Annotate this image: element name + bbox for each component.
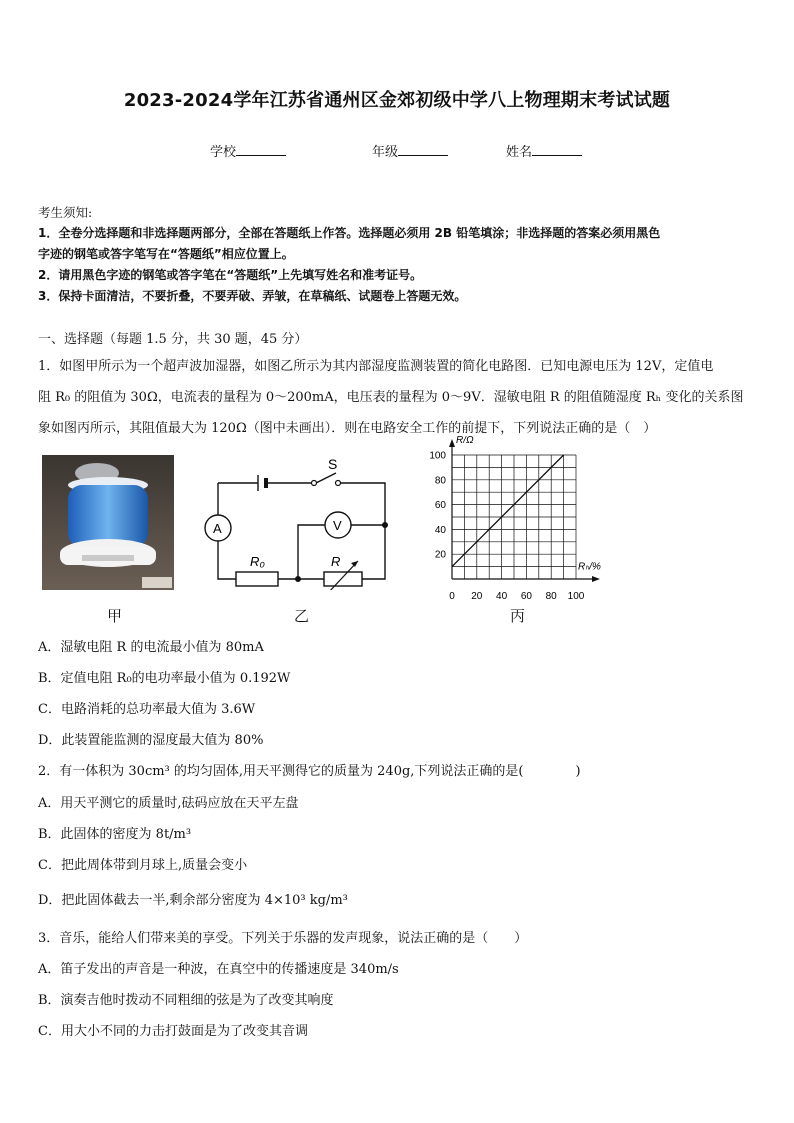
- y-tick-label: 20: [434, 549, 446, 561]
- grade-blank[interactable]: [398, 143, 448, 156]
- battery-icon: [258, 475, 266, 491]
- notice-line: 字迹的钢笔或答字笔写在“答题纸”相应位置上。: [38, 247, 294, 261]
- notice-line: 3．保持卡面清洁，不要折叠，不要弄破、弄皱，在草稿纸、试题卷上答题无效。: [38, 289, 467, 303]
- y-tick-label: 100: [429, 450, 446, 462]
- figure-label-yi: 乙: [294, 607, 310, 625]
- junction-dot-icon: [382, 522, 388, 528]
- figure-label-bing: 丙: [510, 607, 526, 625]
- q1-stem-line: 阻 R₀ 的阻值为 30Ω，电流表的量程为 0～200mA，电压表的量程为 0～9V．湿敏电阻 R 的阻值随湿度 Rₕ 变化的关系图: [38, 390, 744, 405]
- q1-option-d[interactable]: D．此装置能监测的湿度最大值为 80%: [38, 733, 264, 748]
- name-label: 姓名: [506, 145, 533, 160]
- voltmeter-label: V: [333, 518, 342, 533]
- x-tick-label: 0: [449, 591, 455, 602]
- notice-heading: 考生须知:: [38, 205, 93, 220]
- grade-label: 年级: [372, 145, 399, 160]
- switch-contact-icon: [312, 481, 317, 486]
- q2-option-c[interactable]: C．把此周体带到月球上,质量会变小: [38, 858, 248, 873]
- q3-option-c[interactable]: C．用大小不同的力击打鼓面是为了改变其音调: [38, 1024, 308, 1039]
- ammeter-label: A: [213, 521, 222, 536]
- q1-stem-line: 1．如图甲所示为一个超声波加湿器，如图乙所示为其内部湿度监测装置的简化电路图．已知电源电压为 12V，定值电: [38, 359, 714, 374]
- switch-label: S: [328, 456, 338, 472]
- school-field[interactable]: [210, 141, 286, 160]
- y-tick-label: 80: [434, 475, 446, 487]
- q2-option-d[interactable]: D．把此固体截去一半,剩余部分密度为 4×10³ kg/m³: [38, 893, 348, 908]
- y-axis-label: R/Ω: [456, 436, 474, 446]
- y-axis-arrow-icon: [449, 439, 455, 447]
- variable-resistor-icon: [324, 572, 362, 586]
- q3-option-b[interactable]: B．演奏吉他时拨动不同粗细的弦是为了改变其响度: [38, 993, 334, 1008]
- q2-stem: 2．有一体积为 30cm³ 的均匀固体,用天平测得它的质量为 240g,下列说法正确的是( ): [38, 764, 581, 779]
- q1-option-c[interactable]: C．电路消耗的总功率最大值为 3.6W: [38, 702, 256, 717]
- x-axis-arrow-icon: [592, 576, 600, 582]
- q2-option-b[interactable]: B．此固体的密度为 8t/m³: [38, 827, 192, 842]
- notice-line: 2．请用黑色字迹的钢笔或答字笔在“答题纸”上先填写姓名和准考证号。: [38, 268, 423, 282]
- name-field[interactable]: [506, 141, 582, 160]
- x-tick-label: 40: [496, 591, 508, 602]
- school-label: 学校: [210, 145, 237, 160]
- x-tick-label: 100: [567, 591, 585, 602]
- grade-field[interactable]: [372, 141, 448, 160]
- x-tick-label: 20: [471, 591, 483, 602]
- x-tick-label: 80: [545, 591, 557, 602]
- q3-option-a[interactable]: A．笛子发出的声音是一种波，在真空中的传播速度是 340m/s: [38, 962, 399, 977]
- q1-stem-line: 象如图丙所示，其阻值最大为 120Ω（图中未画出）．则在电路安全工作的前提下，下列说法正确的是（ ）: [38, 421, 657, 436]
- q2-option-a[interactable]: A．用天平测它的质量时,砝码应放在天平左盘: [38, 796, 299, 811]
- page-title: 2023-2024学年江苏省通州区金郊初级中学八上物理期末考试试题: [123, 90, 671, 111]
- y-tick-label: 60: [434, 500, 446, 512]
- humidifier-photo: [42, 455, 174, 590]
- x-axis-label: Rₕ/%: [578, 561, 601, 573]
- y-tick-label: 40: [434, 524, 446, 536]
- x-tick-label: 60: [520, 591, 532, 602]
- school-blank[interactable]: [236, 143, 286, 156]
- q3-stem: 3．音乐，能给人们带来美的享受。下列关于乐器的发声现象，说法正确的是（ ）: [38, 931, 528, 946]
- chart-grid: [452, 455, 576, 579]
- fixed-resistor-icon: [236, 572, 278, 586]
- notice-line: 1．全卷分选择题和非选择题两部分，全部在答题纸上作答。选择题必须用 2B 铅笔填涂；非选择题的答案必须用黑色: [38, 226, 661, 240]
- circuit-diagram: [200, 455, 395, 590]
- switch-contact-icon: [336, 481, 341, 486]
- r-label: R: [331, 554, 341, 569]
- section-heading: 一、选择题（每题 1.5 分，共 30 题，45 分）: [38, 332, 308, 347]
- q1-option-a[interactable]: A．湿敏电阻 R 的电流最小值为 80mA: [38, 640, 264, 655]
- q1-option-b[interactable]: B．定值电阻 R₀的电功率最小值为 0.192W: [38, 671, 291, 686]
- humidity-resistance-graph: [420, 436, 620, 606]
- name-blank[interactable]: [532, 143, 582, 156]
- figure-label-jia: 甲: [107, 607, 123, 625]
- series-line: [452, 455, 564, 567]
- r0-label: R₀: [250, 554, 265, 569]
- junction-dot-icon: [295, 576, 301, 582]
